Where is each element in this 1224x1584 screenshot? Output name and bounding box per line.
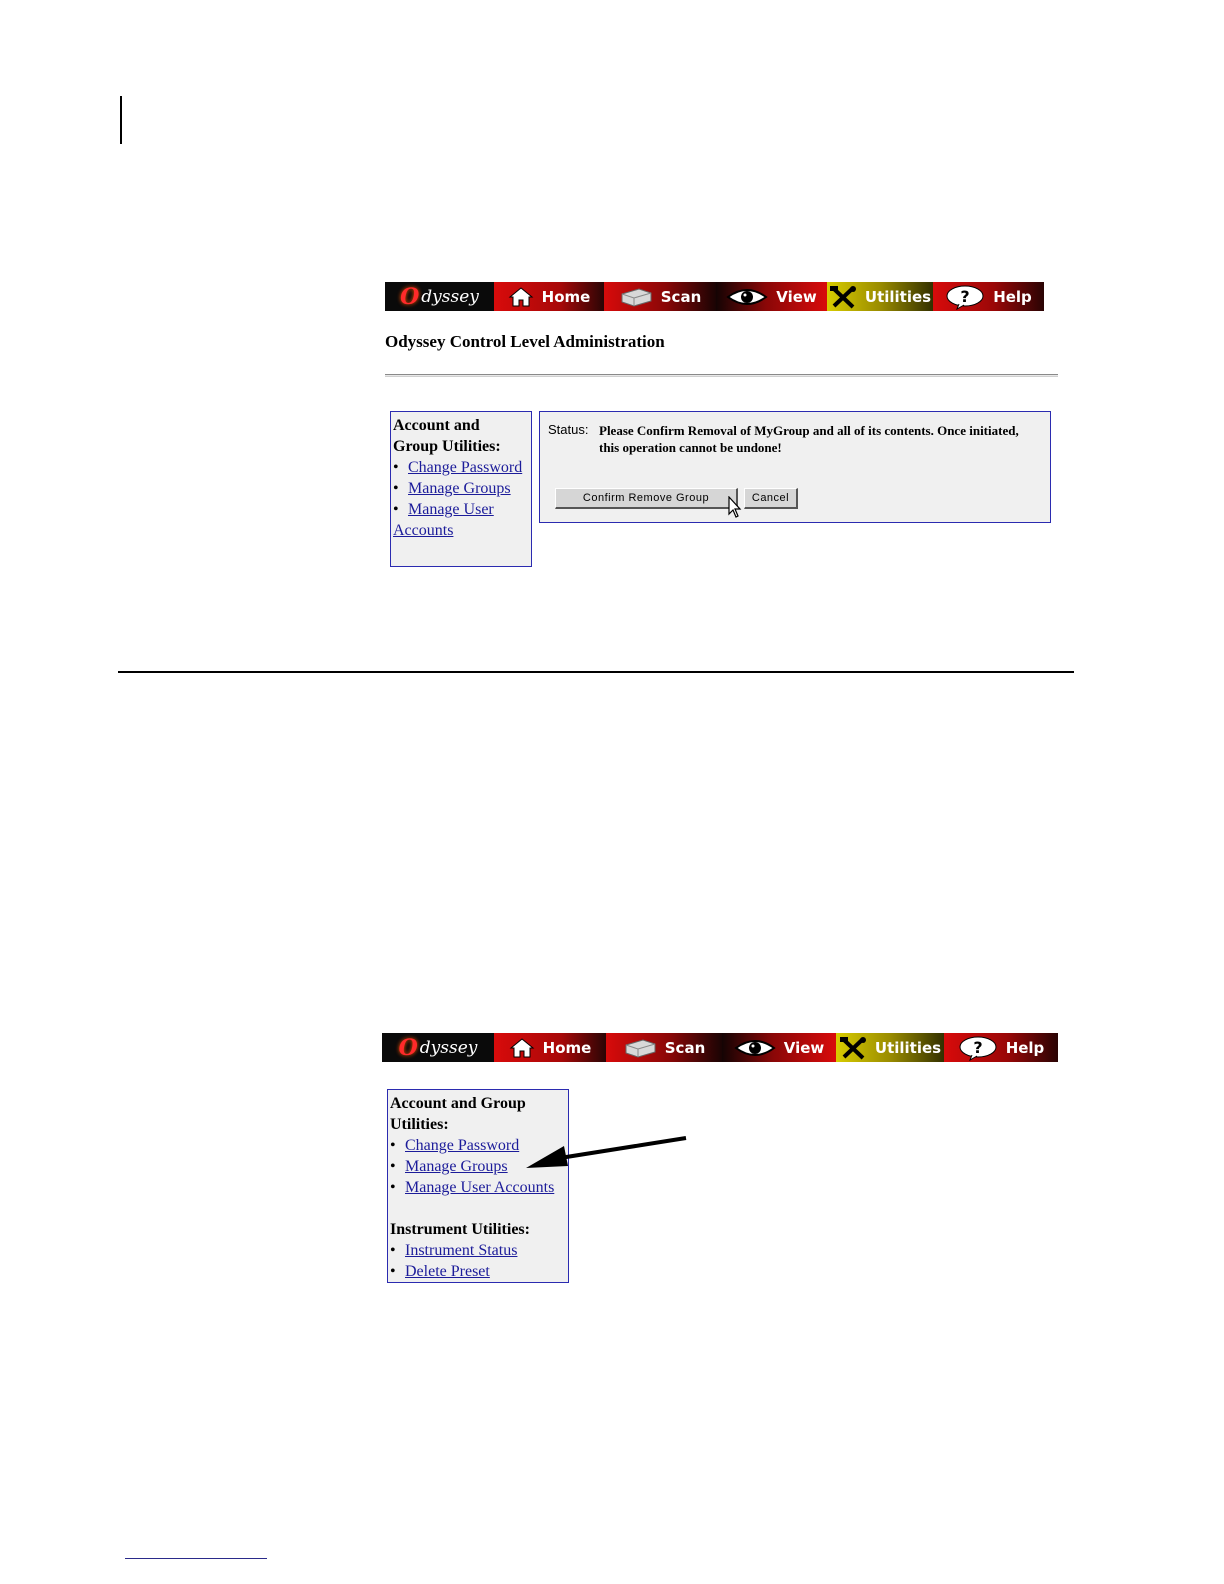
spacer: [390, 1198, 566, 1219]
nav-home[interactable]: [494, 282, 604, 311]
nav-utilities-label: Utilities: [864, 287, 932, 306]
nav-scan-label: Scan: [660, 287, 702, 306]
nav-scan[interactable]: [606, 1033, 722, 1062]
list-item: [393, 457, 529, 478]
instrument-heading: Instrument Utilities:: [390, 1221, 530, 1238]
nav-view-label: View: [776, 287, 817, 306]
link-manage-user-accounts-line1[interactable]: Manage User: [408, 501, 494, 518]
list-item: [390, 1261, 566, 1282]
nav-home[interactable]: [494, 1033, 606, 1062]
nav-utilities[interactable]: [836, 1033, 944, 1062]
top-sidebar: [390, 411, 532, 567]
status-label: Status:: [548, 422, 589, 437]
link-instrument-status[interactable]: Instrument Status: [405, 1242, 518, 1259]
cursor-icon: [728, 496, 742, 525]
sidebar-heading-line1: Account and: [393, 417, 480, 434]
nav-view[interactable]: [722, 1033, 836, 1062]
nav-scan[interactable]: [604, 282, 716, 311]
nav-help-label: Help: [993, 287, 1032, 306]
top-navbar: [385, 282, 1044, 311]
link-change-password[interactable]: Change Password: [405, 1137, 520, 1154]
bullet: •: [390, 1263, 396, 1280]
question-icon: [958, 1035, 998, 1061]
bullet: •: [393, 501, 399, 518]
bullet: •: [390, 1242, 396, 1259]
nav-utilities[interactable]: [827, 282, 933, 311]
svg-text:?: ?: [973, 1037, 983, 1057]
list-item: [393, 520, 529, 541]
bullet: •: [390, 1179, 396, 1196]
arrow-icon: [520, 1130, 692, 1179]
tools-icon: [839, 1036, 867, 1060]
sidebar-heading-line2: Utilities:: [390, 1116, 449, 1133]
eye-icon: [726, 287, 768, 307]
change-bar: [120, 96, 122, 144]
nav-home-label: Home: [541, 287, 591, 306]
house-icon: [509, 1037, 535, 1059]
footer-rule: [125, 1558, 267, 1559]
logo-initial: O: [398, 1034, 418, 1061]
list-item: [390, 1240, 566, 1261]
nav-help[interactable]: [933, 282, 1044, 311]
bullet: •: [393, 480, 399, 497]
scanner-icon: [623, 1037, 657, 1059]
status-panel: [539, 411, 1051, 523]
bullet: •: [390, 1137, 396, 1154]
svg-text:?: ?: [960, 286, 970, 306]
nav-odyssey-logo[interactable]: [382, 1033, 494, 1062]
logo-text: dyssey: [419, 1037, 478, 1058]
nav-utilities-label: Utilities: [874, 1038, 942, 1057]
link-manage-user-accounts-line2[interactable]: Accounts: [393, 522, 454, 539]
logo-text: dyssey: [421, 286, 479, 307]
nav-odyssey-logo[interactable]: [385, 282, 494, 311]
cancel-button[interactable]: Cancel: [744, 488, 798, 509]
list-item: [393, 478, 529, 499]
bottom-sidebar: [387, 1089, 569, 1283]
eye-icon: [734, 1038, 776, 1058]
link-change-password[interactable]: Change Password: [408, 459, 523, 476]
sidebar-heading-line2: Group Utilities:: [393, 438, 501, 455]
title-divider: [385, 374, 1058, 377]
link-manage-user-accounts[interactable]: Manage User Accounts: [405, 1179, 555, 1196]
house-icon: [508, 286, 534, 308]
page-title: Odyssey Control Level Administration: [385, 332, 665, 351]
confirm-remove-group-button[interactable]: Confirm Remove Group: [555, 488, 738, 509]
nav-help[interactable]: [944, 1033, 1058, 1062]
status-message: Please Confirm Removal of MyGroup and all of its contents. Once initiated, this operation cannot be undone!: [599, 423, 1019, 455]
list-item: [393, 499, 529, 520]
logo-initial: O: [400, 283, 420, 310]
sidebar-heading: [393, 415, 529, 457]
scanner-icon: [619, 286, 653, 308]
bullet: •: [390, 1158, 396, 1175]
question-icon: [945, 284, 985, 310]
section-divider: [118, 671, 1074, 673]
tools-icon: [829, 285, 857, 309]
nav-view-label: View: [783, 1038, 825, 1057]
link-manage-groups[interactable]: Manage Groups: [408, 480, 511, 497]
nav-help-label: Help: [1005, 1038, 1045, 1057]
sidebar-heading-line1: Account and Group: [390, 1095, 526, 1112]
link-manage-groups[interactable]: Manage Groups: [405, 1158, 508, 1175]
nav-scan-label: Scan: [664, 1038, 706, 1057]
list-item: [390, 1177, 566, 1198]
bullet: •: [393, 459, 399, 476]
sidebar-heading: [390, 1093, 566, 1135]
nav-view[interactable]: [716, 282, 827, 311]
nav-home-label: Home: [542, 1038, 592, 1057]
link-delete-preset[interactable]: Delete Preset: [405, 1263, 490, 1280]
bottom-navbar: [382, 1033, 1058, 1062]
